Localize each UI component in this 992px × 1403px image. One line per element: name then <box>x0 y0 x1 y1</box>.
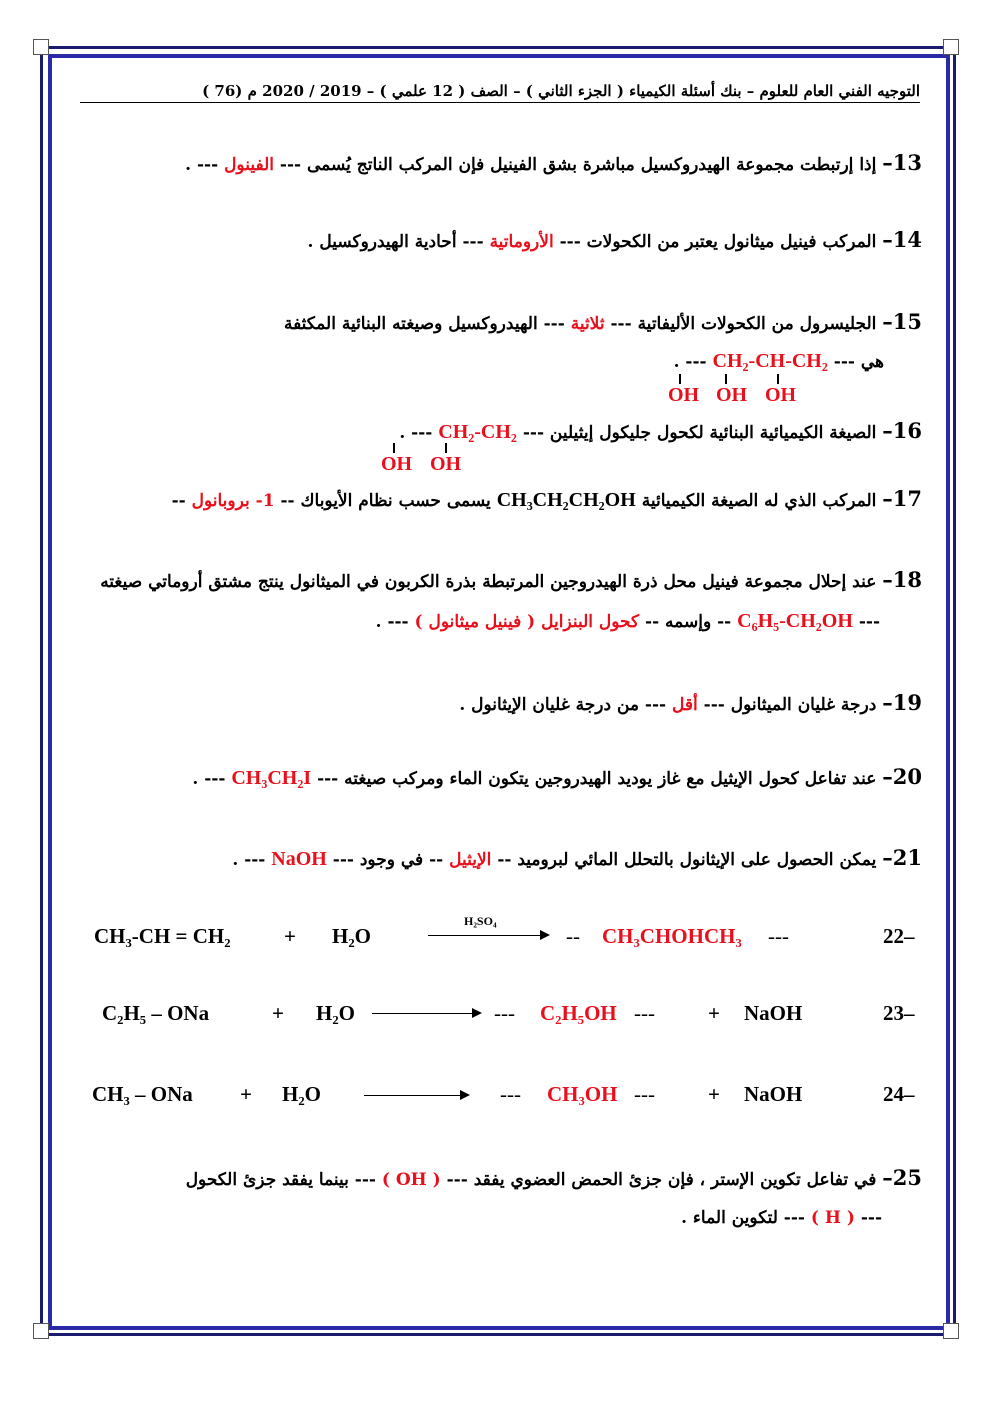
question-tail: --- . <box>399 423 433 443</box>
question-text: -- في وجود --- <box>332 850 444 870</box>
question-15 <box>284 309 922 334</box>
question-number: 25– <box>882 1165 922 1190</box>
dash: --- <box>768 924 789 948</box>
answer-product: CH₃CHOHCH₃ <box>602 924 742 948</box>
corner-ornament <box>33 1323 49 1339</box>
question-15-line2 <box>674 350 884 373</box>
question-tail: --- . <box>185 155 219 175</box>
question-tail: --- . <box>673 352 707 372</box>
answer: 1- بروبانول <box>191 491 275 511</box>
reactant: CH₃ – ONa <box>92 1082 193 1106</box>
hydroxyl-group: OH <box>430 453 462 475</box>
answer-product: C₂H₅OH <box>540 1001 617 1025</box>
question-number: 15– <box>882 309 922 334</box>
question-text: يسمى حسب نظام الأيوباك -- <box>280 491 491 511</box>
question-tail: --- أحادية الهيدروكسيل . <box>307 232 484 252</box>
question-text: عند إحلال مجموعة فينيل محل ذرة الهيدروجين المرتبطة بذرة الكربون في الميثانول ينتج مشتق أروماتي صيغته <box>100 572 877 592</box>
bond-line <box>725 374 727 384</box>
question-18 <box>100 567 922 592</box>
hydroxyl-group: OH <box>716 384 748 406</box>
question-25-line2 <box>681 1208 882 1228</box>
question-number: 13– <box>882 150 922 175</box>
question-text: المركب فينيل ميثانول يعتبر من الكحولات --- <box>559 232 877 252</box>
question-tail: -- <box>171 491 186 511</box>
question-tail: --- لتكوين الماء . <box>681 1208 805 1228</box>
reaction-arrow <box>372 1013 480 1014</box>
question-number: 22– <box>883 924 915 948</box>
question-number: 20– <box>882 764 922 789</box>
corner-ornament <box>943 1323 959 1339</box>
plus-sign: + <box>708 1082 720 1106</box>
dash: --- <box>500 1082 521 1106</box>
question-tail: --- . <box>192 769 226 789</box>
question-number: 21– <box>882 845 922 870</box>
reactant: C₂H₅ – ONa <box>102 1001 210 1025</box>
reactant: H₂O <box>282 1082 321 1106</box>
answer-formula: CH₂-CH-CH₂ <box>712 350 828 372</box>
question-text: المركب الذي له الصيغة الكيميائية <box>641 491 877 511</box>
answer: الإيثيل <box>449 850 492 870</box>
reactant: H₂O <box>332 924 371 948</box>
question-text: --- <box>860 1208 882 1228</box>
question-19 <box>459 690 922 715</box>
answer-formula: NaOH <box>271 848 327 870</box>
hydroxyl-group: OH <box>668 384 700 406</box>
plus-sign: + <box>284 924 296 948</box>
question-25 <box>186 1165 922 1190</box>
answer: كحول البنزايل ( فينيل ميثانول ) <box>414 612 640 632</box>
plus-sign: + <box>272 1001 284 1025</box>
question-text: إذا إرتبطت مجموعة الهيدروكسيل مباشرة بشق الفينيل فإن المركب الناتج يُسمى --- <box>279 155 877 175</box>
bond-line <box>393 443 395 453</box>
question-14 <box>307 227 922 252</box>
answer: ( H ) <box>810 1208 855 1228</box>
answer-product: CH₃OH <box>547 1082 618 1106</box>
question-tail: --- من درجة غليان الإيثانول . <box>459 695 667 715</box>
question-tail: --- . <box>375 612 409 632</box>
plus-sign: + <box>240 1082 252 1106</box>
answer: أقل <box>672 695 698 715</box>
question-text: هي --- <box>833 352 884 372</box>
page-header: التوجيه الفني العام للعلوم – بنك أسئلة الكيمياء ( الجزء الثاني ) – الصف ( 12 علمي ) – 2019 / 2020 م (76 ) <box>80 82 920 103</box>
question-number: 23– <box>883 1001 915 1025</box>
question-number: 17– <box>882 486 922 511</box>
corner-ornament <box>943 39 959 55</box>
dash: --- <box>494 1001 515 1025</box>
question-text: الصيغة الكيميائية البنائية لكحول جليكول إيثيلين --- <box>522 423 877 443</box>
question-18-line2 <box>376 610 880 633</box>
question-16 <box>399 418 922 444</box>
answer: ( OH ) <box>381 1170 441 1190</box>
answer-formula: CH₃CH₂I <box>231 767 312 789</box>
question-13 <box>185 150 922 175</box>
corner-ornament <box>33 39 49 55</box>
answer: ثلاثية <box>570 314 605 334</box>
answer: الفينول <box>224 155 274 175</box>
question-text: يمكن الحصول على الإيثانول بالتحلل المائي لبروميد -- <box>497 850 877 870</box>
answer-formula: C₆H₅-CH₂OH <box>737 610 853 632</box>
question-21 <box>232 845 922 871</box>
question-number: 14– <box>882 227 922 252</box>
bond-line <box>777 374 779 384</box>
question-text: في تفاعل تكوين الإستر ، فإن جزئ الحمض العضوي يفقد --- <box>446 1170 877 1190</box>
question-text: الجليسرول من الكحولات الأليفاتية --- <box>610 314 877 334</box>
question-number: 16– <box>882 418 922 443</box>
product: NaOH <box>744 1082 803 1106</box>
question-tail: --- الهيدروكسيل وصيغته البنائية المكثفة <box>283 314 565 334</box>
question-number: 19– <box>882 690 922 715</box>
question-20 <box>192 764 922 790</box>
hydroxyl-group: OH <box>765 384 797 406</box>
bond-line <box>445 443 447 453</box>
reaction-arrow <box>428 935 548 936</box>
formula: CH₃CH₂CH₂OH <box>496 489 636 511</box>
question-17 <box>172 486 922 512</box>
hydroxyl-group: OH <box>381 453 413 475</box>
answer: الأروماتية <box>489 232 554 252</box>
question-text: عند تفاعل كحول الإيثيل مع غاز يوديد الهيدروجين يتكون الماء ومركب صيغته --- <box>317 769 877 789</box>
reactant: H₂O <box>316 1001 355 1025</box>
question-number: 18– <box>882 567 922 592</box>
catalyst-label: H₂SO₄ <box>464 914 497 928</box>
dash: --- <box>634 1001 655 1025</box>
question-text: --- <box>858 612 880 632</box>
question-number: 24– <box>883 1082 915 1106</box>
dash: -- <box>566 924 580 948</box>
question-tail: --- . <box>232 850 266 870</box>
reactant: CH₃-CH = CH₂ <box>94 924 231 948</box>
plus-sign: + <box>708 1001 720 1025</box>
reaction-arrow <box>364 1095 468 1096</box>
question-tail: --- بينما يفقد جزئ الكحول <box>185 1170 376 1190</box>
product: NaOH <box>744 1001 803 1025</box>
question-text: -- وإسمه -- <box>645 612 732 632</box>
answer-formula: CH₂-CH₂ <box>438 421 517 443</box>
dash: --- <box>634 1082 655 1106</box>
bond-line <box>679 374 681 384</box>
question-text: درجة غليان الميثانول --- <box>703 695 877 715</box>
